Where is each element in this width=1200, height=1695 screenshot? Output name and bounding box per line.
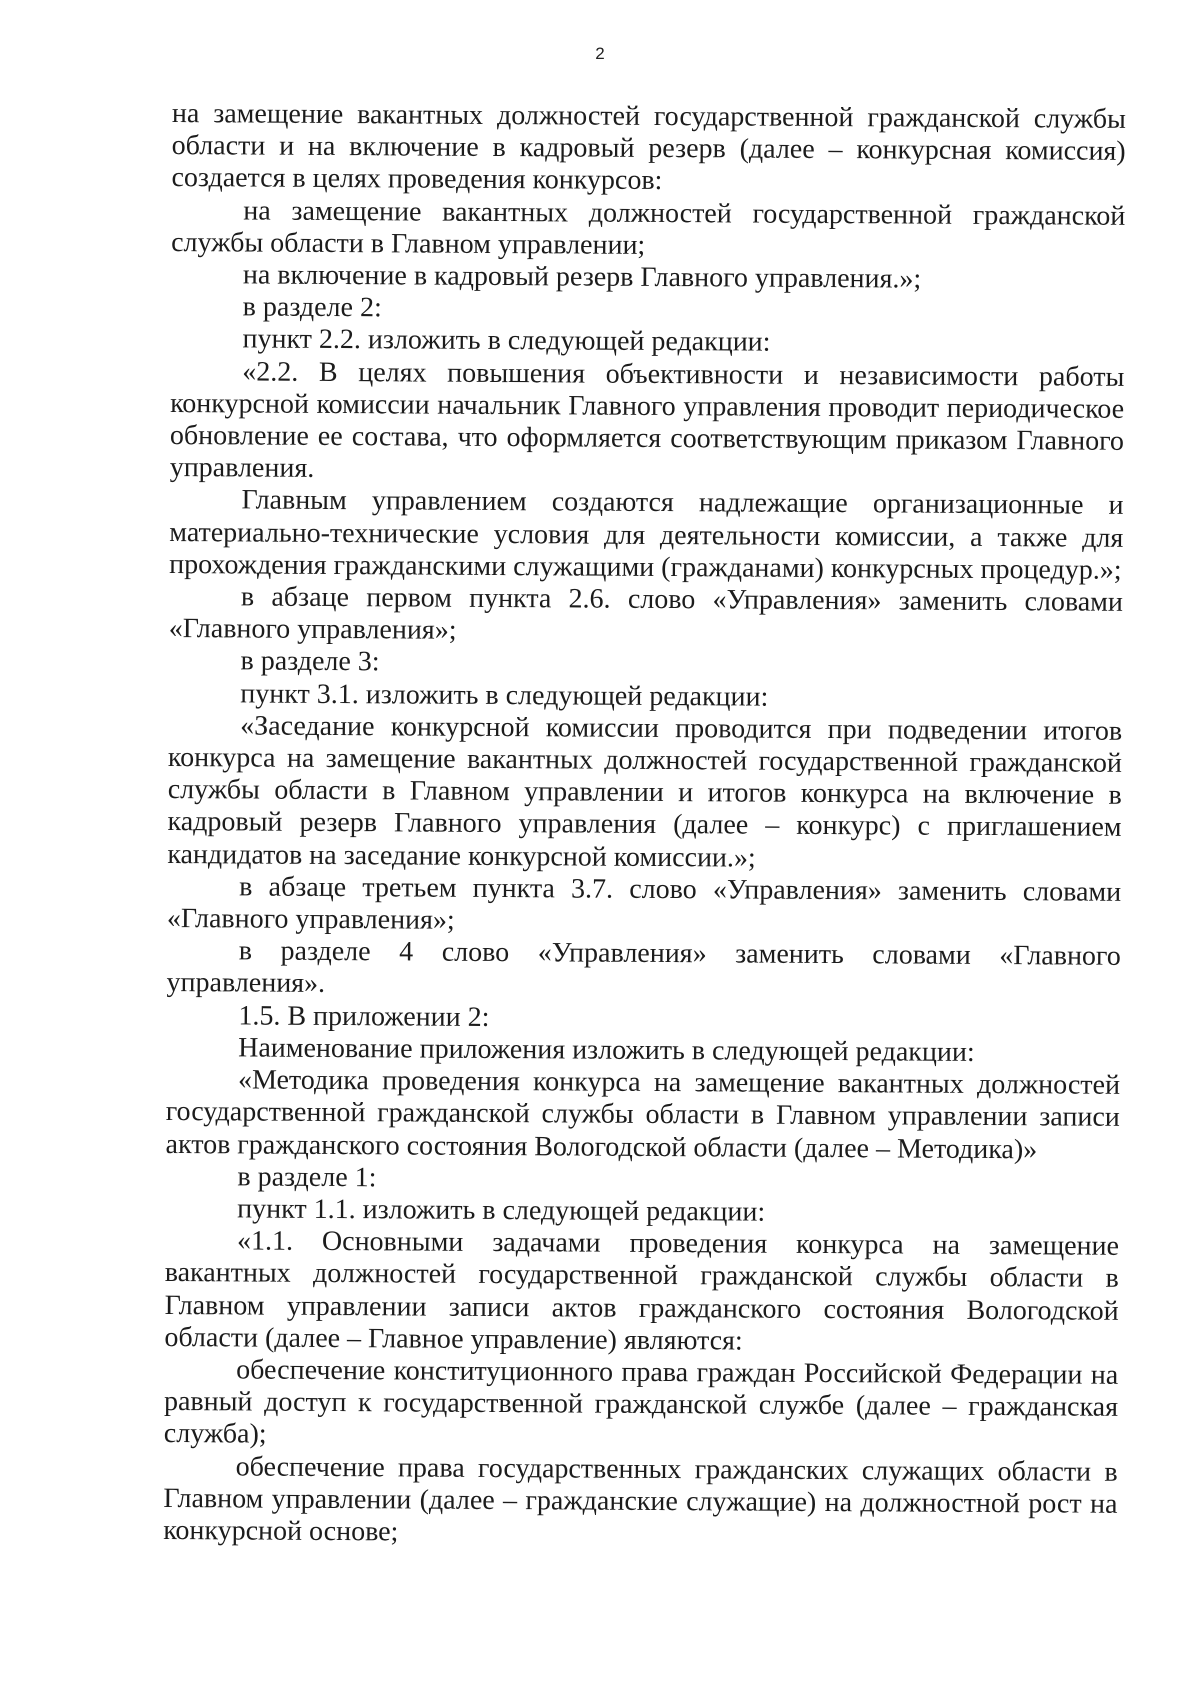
paragraph: 1.5. В приложении 2:	[238, 1000, 490, 1033]
document-body	[163, 98, 1126, 1553]
paragraph: в разделе 2:	[242, 291, 382, 324]
paragraph: в разделе 3:	[240, 645, 380, 678]
paragraph: в разделе 1:	[237, 1161, 377, 1193]
paragraph: на замещение вакантных должностей государственной гражданской службы области в Главном управлении;	[171, 195, 1126, 261]
paragraph: на включение в кадровый резерв Главного управления.»;	[242, 259, 922, 295]
paragraph: «2.2. В целях повышения объективности и независимости работы конкурсной комиссии начальник Главного управления проводит периодическое обновление ее состава, что оформляется соответствующим приказом Главного управления.	[169, 356, 1125, 485]
paragraph: «1.1. Основными задачами проведения конкурса на замещение вакантных должностей государственной гражданской службы области в Главном управлении записи актов гражданского состояния Вологодской области (далее – Главное управление) являются:	[164, 1225, 1120, 1357]
paragraph: обеспечение права государственных гражданских служащих области в Главном управлении (далее – гражданские служащие) на должностной рост на конкурсной основе;	[163, 1450, 1118, 1548]
paragraph: в абзаце третьем пункта 3.7. слово «Управления» заменить словами «Главного управления»;	[166, 871, 1122, 936]
paragraph: пункт 2.2. изложить в следующей редакции:	[242, 323, 771, 359]
paragraph: в абзаце первом пункта 2.6. слово «Управления» заменить словами «Главного управления»;	[168, 581, 1124, 646]
page-number: 2	[595, 44, 605, 63]
paragraph: в разделе 4 слово «Управления» заменить словами «Главного управления».	[166, 935, 1121, 1000]
paragraph: пункт 3.1. изложить в следующей редакции:	[240, 678, 769, 713]
paragraph: Наименование приложения изложить в следующей редакции:	[238, 1032, 975, 1068]
paragraph: Главным управлением создаются надлежащие организационные и материально-технические условия для деятельности комиссии, а также для прохождения гражданскими служащими (гражданами) конкурсных процедур.»;	[169, 484, 1124, 586]
paragraph: «Методика проведения конкурса на замещение вакантных должностей государственной гражданской службы области в Главном управлении записи актов гражданского состояния Вологодской области (далее – Методика)»	[165, 1064, 1121, 1165]
paragraph: пункт 1.1. изложить в следующей редакции:	[237, 1193, 766, 1228]
paragraph: на замещение вакантных должностей государственной гражданской службы области и на включение в кадровый резерв (далее – конкурсная комиссия) создается в целях проведения конкурсов:	[171, 98, 1126, 197]
paragraph: обеспечение конституционного права граждан Российской Федерации на равный доступ к государственной гражданской службе (далее – гражданская служба);	[163, 1354, 1119, 1450]
paragraph: «Заседание конкурсной комиссии проводится при подведении итогов конкурса на замещение вакантных должностей государственной гражданской службы области в Главном управлении и итогов конкурса на включение в кадровый резерв Главного управления (далее – конкурс) с приглашением кандидатов на заседание конкурсной комиссии.»;	[167, 710, 1123, 874]
